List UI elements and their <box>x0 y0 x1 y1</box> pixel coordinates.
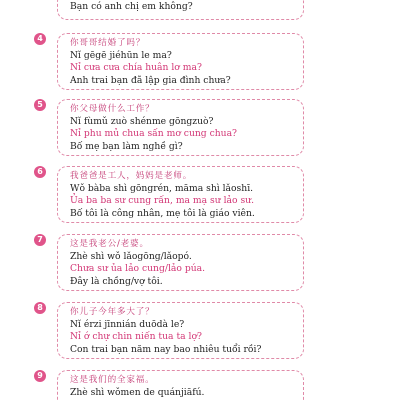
phrase-card <box>57 33 304 90</box>
vietnamese-translation: Bố mẹ bạn làm nghề gì? <box>70 140 183 152</box>
pronunciation-guide: Chưa sư ủa lảo cung/lảo púa. <box>70 263 206 275</box>
chinese-text: 你儿子今年多大了？ <box>70 307 155 317</box>
chinese-text: 你哥哥结婚了吗？ <box>70 38 146 48</box>
vietnamese-translation: Đây là chồng/vợ tôi. <box>70 275 163 287</box>
phrase-card <box>57 370 304 400</box>
entry-number-badge: 4 <box>34 33 46 45</box>
entry-number-badge: 9 <box>34 370 46 382</box>
entry-number-badge: 5 <box>34 99 46 111</box>
vietnamese-translation: Con trai bạn năm nay bao nhiêu tuổi rồi? <box>70 343 262 355</box>
pronunciation-guide: Nỉ phu mủ chua sấn mơ cung chua? <box>70 128 237 140</box>
chinese-text: 我爸爸是工人，妈妈是老师。 <box>70 171 193 181</box>
pinyin-text: Nǐ érzi jīnnián duōdà le? <box>70 318 185 330</box>
pinyin-text: Zhè shì wǒmen de quánjiāfú. <box>70 386 205 398</box>
pinyin-text: Nǐ gēgē jiéhūn le ma? <box>70 49 172 61</box>
pinyin-text: Nǐ fùmǔ zuò shénme gōngzuò? <box>70 115 214 127</box>
chinese-text: 你父母做什么工作？ <box>70 104 155 114</box>
pinyin-text: Wǒ bàba shì gōngrén, māma shì lǎoshī. <box>70 182 254 194</box>
entry-number-badge: 7 <box>34 234 46 246</box>
vietnamese-translation: Bố tôi là công nhân, mẹ tôi là giáo viên. <box>70 207 255 219</box>
phrase-card <box>57 166 304 223</box>
phrase-card <box>57 302 304 359</box>
vietnamese-translation: Anh trai bạn đã lập gia đình chưa? <box>70 74 231 86</box>
entry-number-badge: 8 <box>34 302 46 314</box>
vietnamese-translation: Bạn có anh chị em không? <box>70 1 193 12</box>
phrase-card <box>57 0 304 20</box>
entry-number-badge: 6 <box>34 166 46 178</box>
chinese-text: 这是我老公/老婆。 <box>70 239 149 249</box>
chinese-text: 这是我们的全家福。 <box>70 375 155 385</box>
phrase-card <box>57 99 304 156</box>
pronunciation-guide: Ủa ba ba sư cung rấn, ma mạ sư lảo sư. <box>70 195 255 207</box>
phrase-card <box>57 234 304 291</box>
pinyin-text: Zhè shì wǒ lǎogōng/lǎopó. <box>70 250 192 262</box>
pronunciation-guide: Nỉ cưa cưa chía huân lơ ma? <box>70 62 202 74</box>
pronunciation-guide: Nỉ ớ chự chin niến tua ta lợ? <box>70 331 202 343</box>
